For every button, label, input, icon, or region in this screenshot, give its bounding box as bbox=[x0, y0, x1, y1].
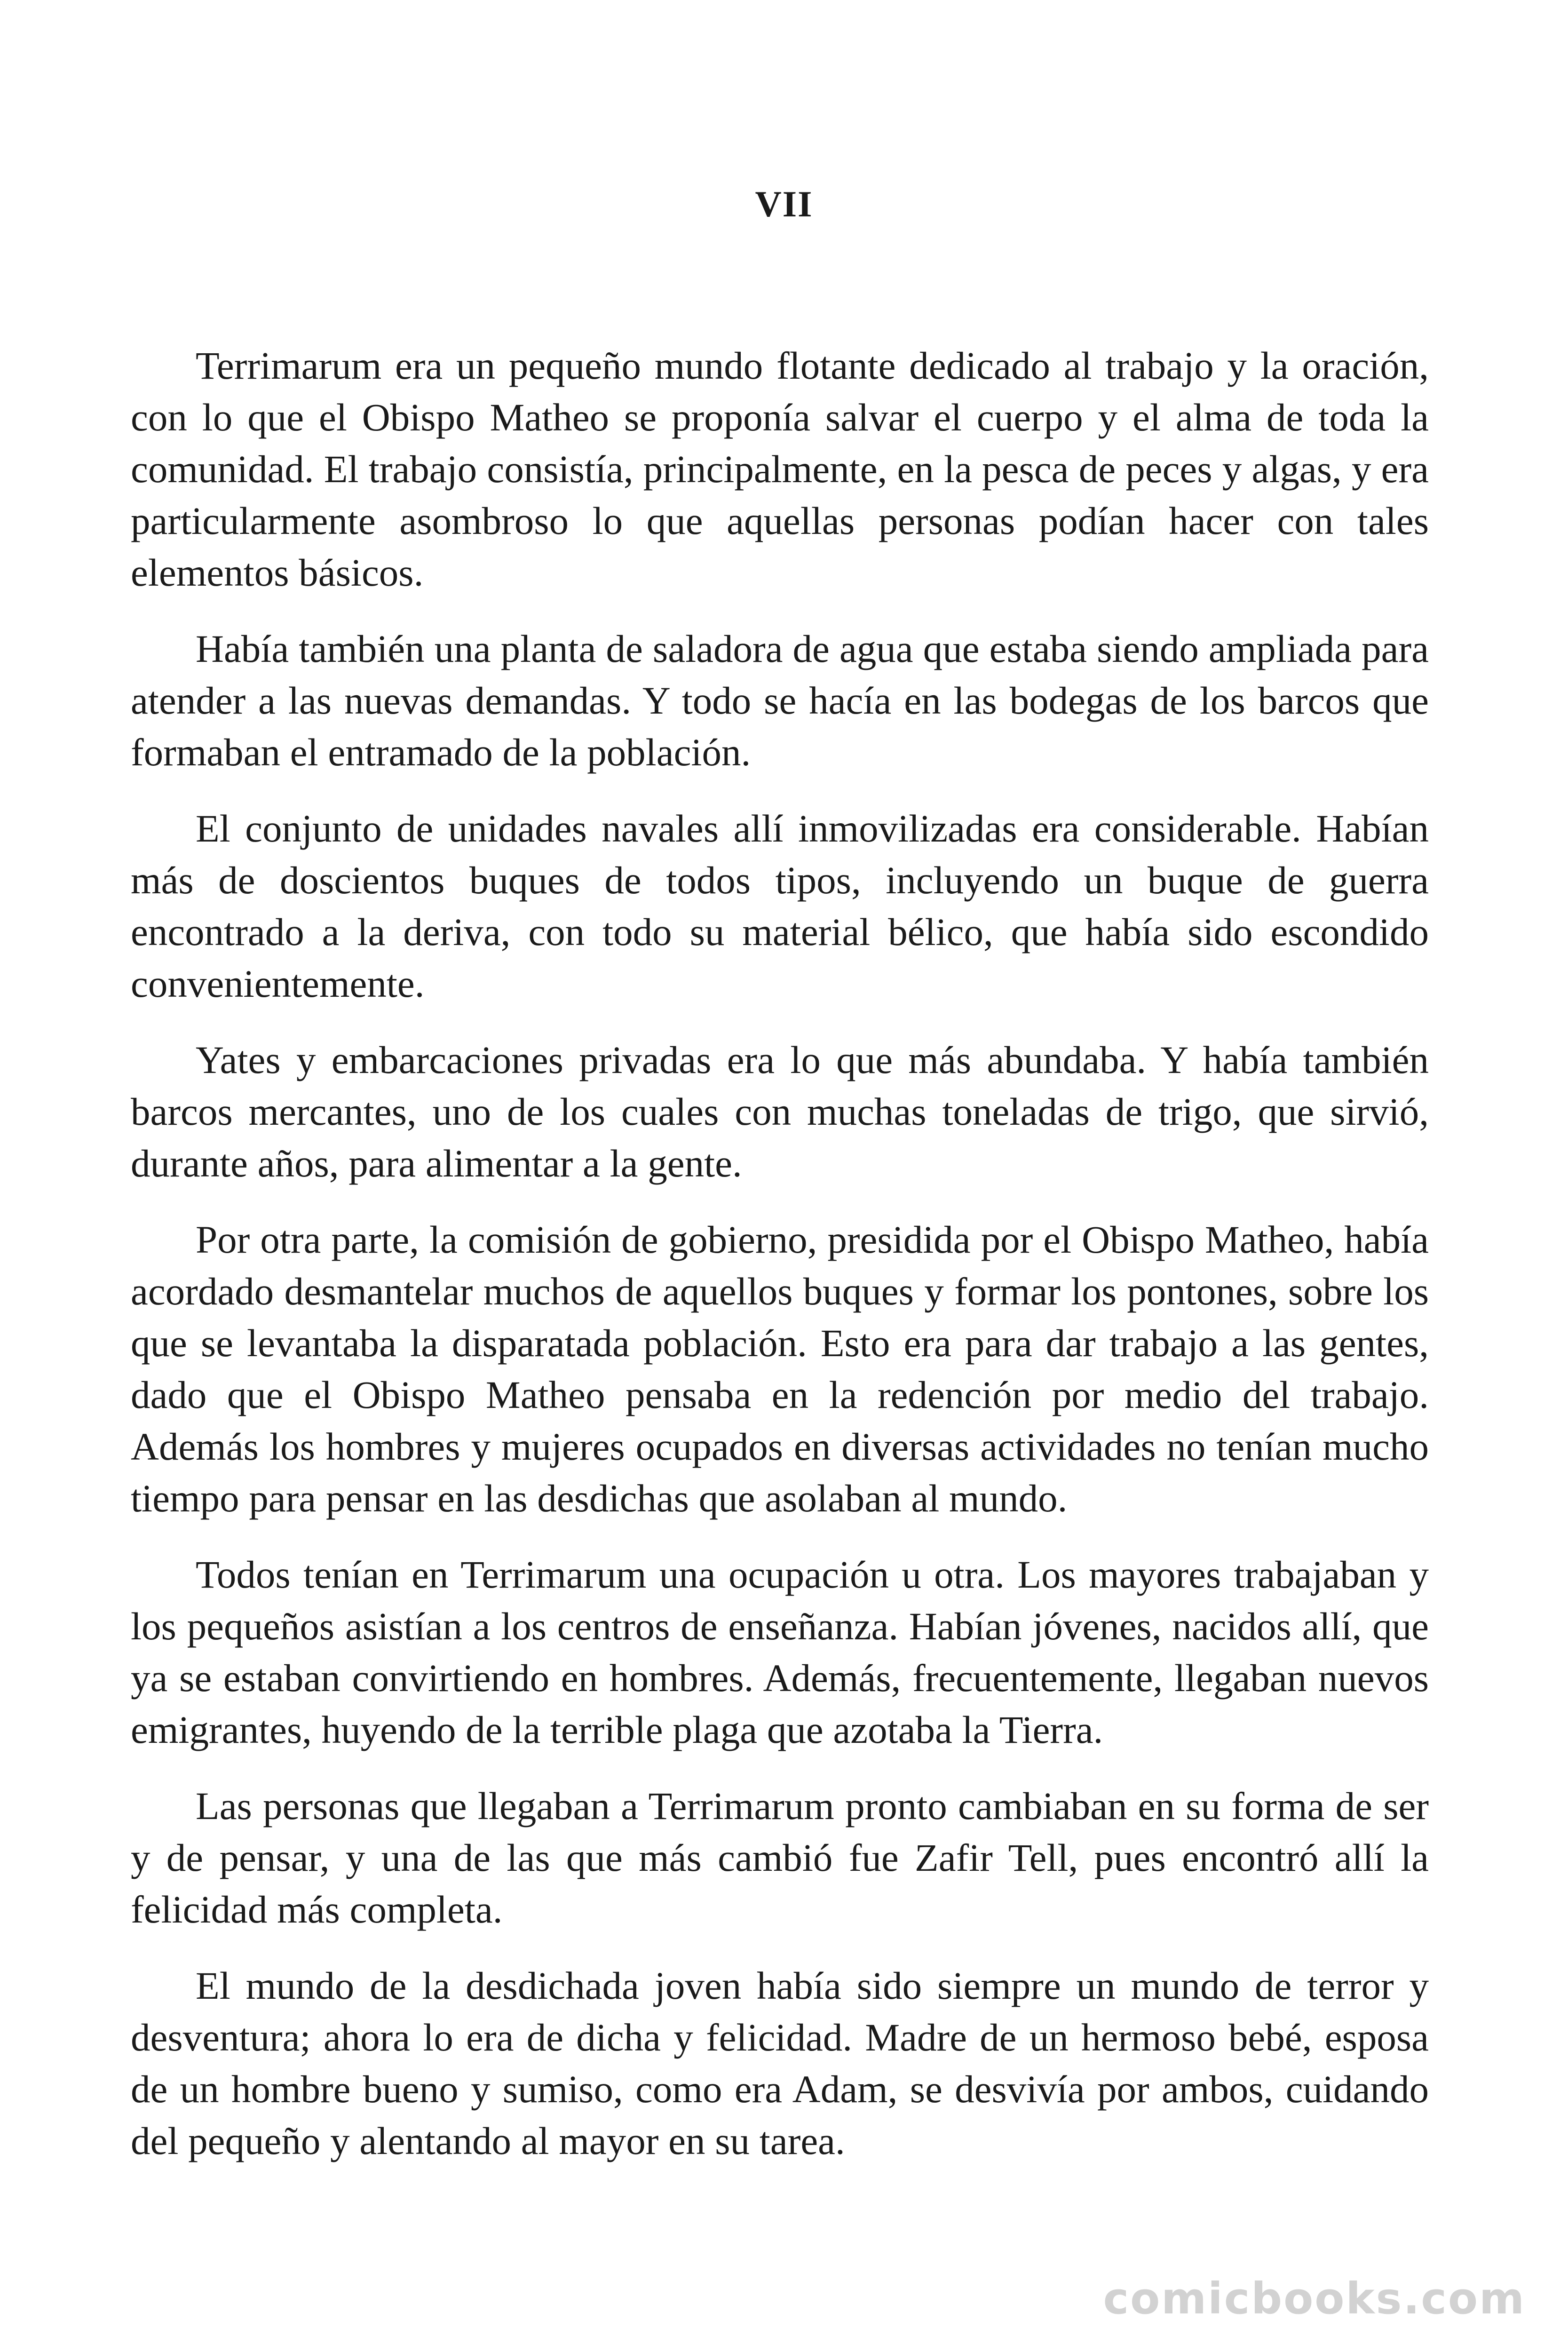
paragraph: Yates y embarcaciones privadas era lo que más abundaba. Y había también barcos mercantes, uno de los cuales con muchas toneladas de trigo, que sirvió, durante años, para alimentar a la gente. bbox=[131, 1038, 1429, 1185]
paragraph: El conjunto de unidades navales allí inmovilizadas era considerable. Habían más de doscientos buques de todos tipos, incluyendo un buque de guerra encontrado a la deriva, con todo su material bélico, que había sido escondido convenientemente. bbox=[131, 807, 1429, 1005]
paragraph: Por otra parte, la comisión de gobierno, presidida por el Obispo Matheo, había acordado desmantelar muchos de aquellos buques y formar los pontones, sobre los que se levantaba la disparatada población. Esto era para dar trabajo a las gentes, dado que el Obispo Matheo pensaba en la redención por medio del trabajo. Además los hombres y mujeres ocupados en diversas actividades no tenían mucho tiempo para pensar en las desdichas que asolaban al mundo. bbox=[131, 1218, 1429, 1520]
paragraph: Todos tenían en Terrimarum una ocupación u otra. Los mayores trabajaban y los pequeños asistían a los centros de enseñanza. Habían jóvenes, nacidos allí, que ya se estaban convirtiendo en hombres. Además, frecuentemente, llegaban nuevos emigrantes, huyendo de la terrible plaga que azotaba la Tierra. bbox=[131, 1553, 1429, 1751]
chapter-body bbox=[131, 340, 1429, 2191]
paragraph: Terrimarum era un pequeño mundo flotante dedicado al trabajo y la oración, con lo que el Obispo Matheo se proponía salvar el cuerpo y el alma de toda la comunidad. El trabajo consistía, principalmente, en la pesca de peces y algas, y era particularmente asombroso lo que aquellas personas podían hacer con tales elementos básicos. bbox=[131, 344, 1429, 594]
paragraph: Había también una planta de saladora de agua que estaba siendo ampliada para atender a las nuevas demandas. Y todo se hacía en las bodegas de los barcos que formaban el entramado de la población. bbox=[131, 627, 1429, 774]
paragraph: Las personas que llegaban a Terrimarum pronto cambiaban en su forma de ser y de pensar, y una de las que más cambió fue Zafir Tell, pues encontró allí la felicidad más completa. bbox=[131, 1784, 1429, 1931]
watermark: comicbooks.com bbox=[1103, 2273, 1526, 2324]
paragraph: El mundo de la desdichada joven había sido siempre un mundo de terror y desventura; ahora lo era de dicha y felicidad. Madre de un hermoso bebé, esposa de un hombre bueno y sumiso, como era Adam, se desvivía por ambos, cuidando del pequeño y alentando al mayor en su tarea. bbox=[131, 1964, 1429, 2162]
chapter-title: VII bbox=[755, 183, 813, 224]
